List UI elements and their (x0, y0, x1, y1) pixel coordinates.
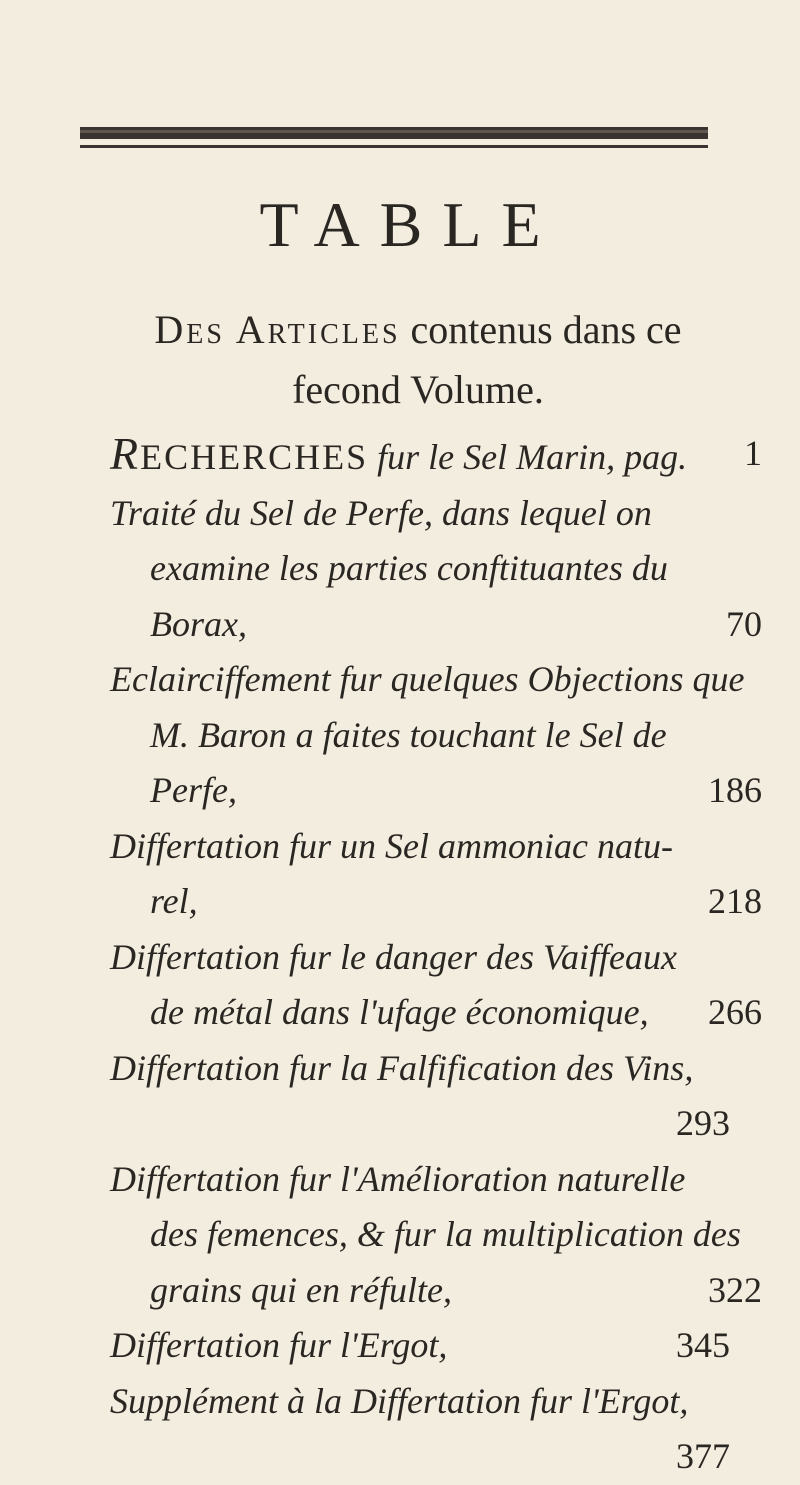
page-subtitle (98, 300, 738, 420)
toc-entry-title: Differtation fur l'Amélioration naturelle (110, 1158, 686, 1199)
toc-entry (110, 1152, 770, 1319)
toc-entry-title: Differtation fur l'Ergot, (110, 1325, 448, 1365)
toc-entry-page: 322 (708, 1269, 762, 1310)
toc-entry-title: Supplément à la Differtation fur l'Ergot, (110, 1380, 689, 1421)
subtitle-part-2: contenus dans ce (410, 307, 682, 352)
toc-entry-page: 266 (708, 992, 762, 1032)
page-title: TABLE (259, 189, 561, 260)
toc-entry-title: Differtation fur un Sel ammoniac natu- (110, 825, 673, 866)
toc-entry-page: 293 (676, 1103, 730, 1143)
toc-entry-title: des femences, & fur la multiplication des (150, 1214, 741, 1254)
toc-entry (110, 819, 770, 930)
toc-entry-title: Perfe, (150, 770, 237, 810)
toc-entry-title: Traité du Sel de Perfe, dans lequel on (110, 492, 652, 533)
toc-entry (110, 486, 770, 653)
toc-entry-title: fur le Sel Marin, pag. (377, 437, 688, 477)
toc-entry (110, 930, 770, 1041)
toc-entry-title: grains qui en réfulte, (150, 1269, 452, 1310)
toc-entry-lead-word: RECHERCHES (110, 428, 369, 479)
toc-entry (110, 1374, 770, 1485)
toc-entry-page: 186 (708, 770, 762, 810)
toc-entry (110, 1318, 770, 1374)
toc-entry-title: de métal dans l'ufage économique, (150, 992, 649, 1032)
subtitle-part-1: Des Articles (154, 307, 401, 352)
toc-entry-title: Eclairciffement fur quelques Objections que (110, 659, 745, 699)
toc-entry (110, 1041, 770, 1152)
toc-entry-page: 70 (726, 603, 762, 644)
toc-entry-title: examine les parties conftituantes du (150, 548, 668, 588)
toc-entry (110, 652, 770, 819)
toc-entry-title: rel, (150, 881, 198, 921)
header-ornament-rule (80, 125, 708, 155)
toc-entry-title: M. Baron a faites touchant le Sel de (150, 714, 667, 755)
toc-entry-title: Differtation fur le danger des Vaiffeaux (110, 936, 677, 977)
toc-entry-page: 377 (676, 1436, 730, 1476)
table-of-contents (110, 426, 770, 1485)
toc-entry-title: Borax, (150, 603, 247, 644)
toc-entry-page: 345 (676, 1325, 730, 1365)
toc-entry-page: 218 (708, 881, 762, 921)
subtitle-part-3: fecond Volume. (292, 367, 544, 412)
toc-entry-title: Differtation fur la Falfification des Vins, (110, 1047, 694, 1088)
toc-entry (110, 426, 770, 486)
toc-entry-page: 1 (744, 433, 762, 473)
